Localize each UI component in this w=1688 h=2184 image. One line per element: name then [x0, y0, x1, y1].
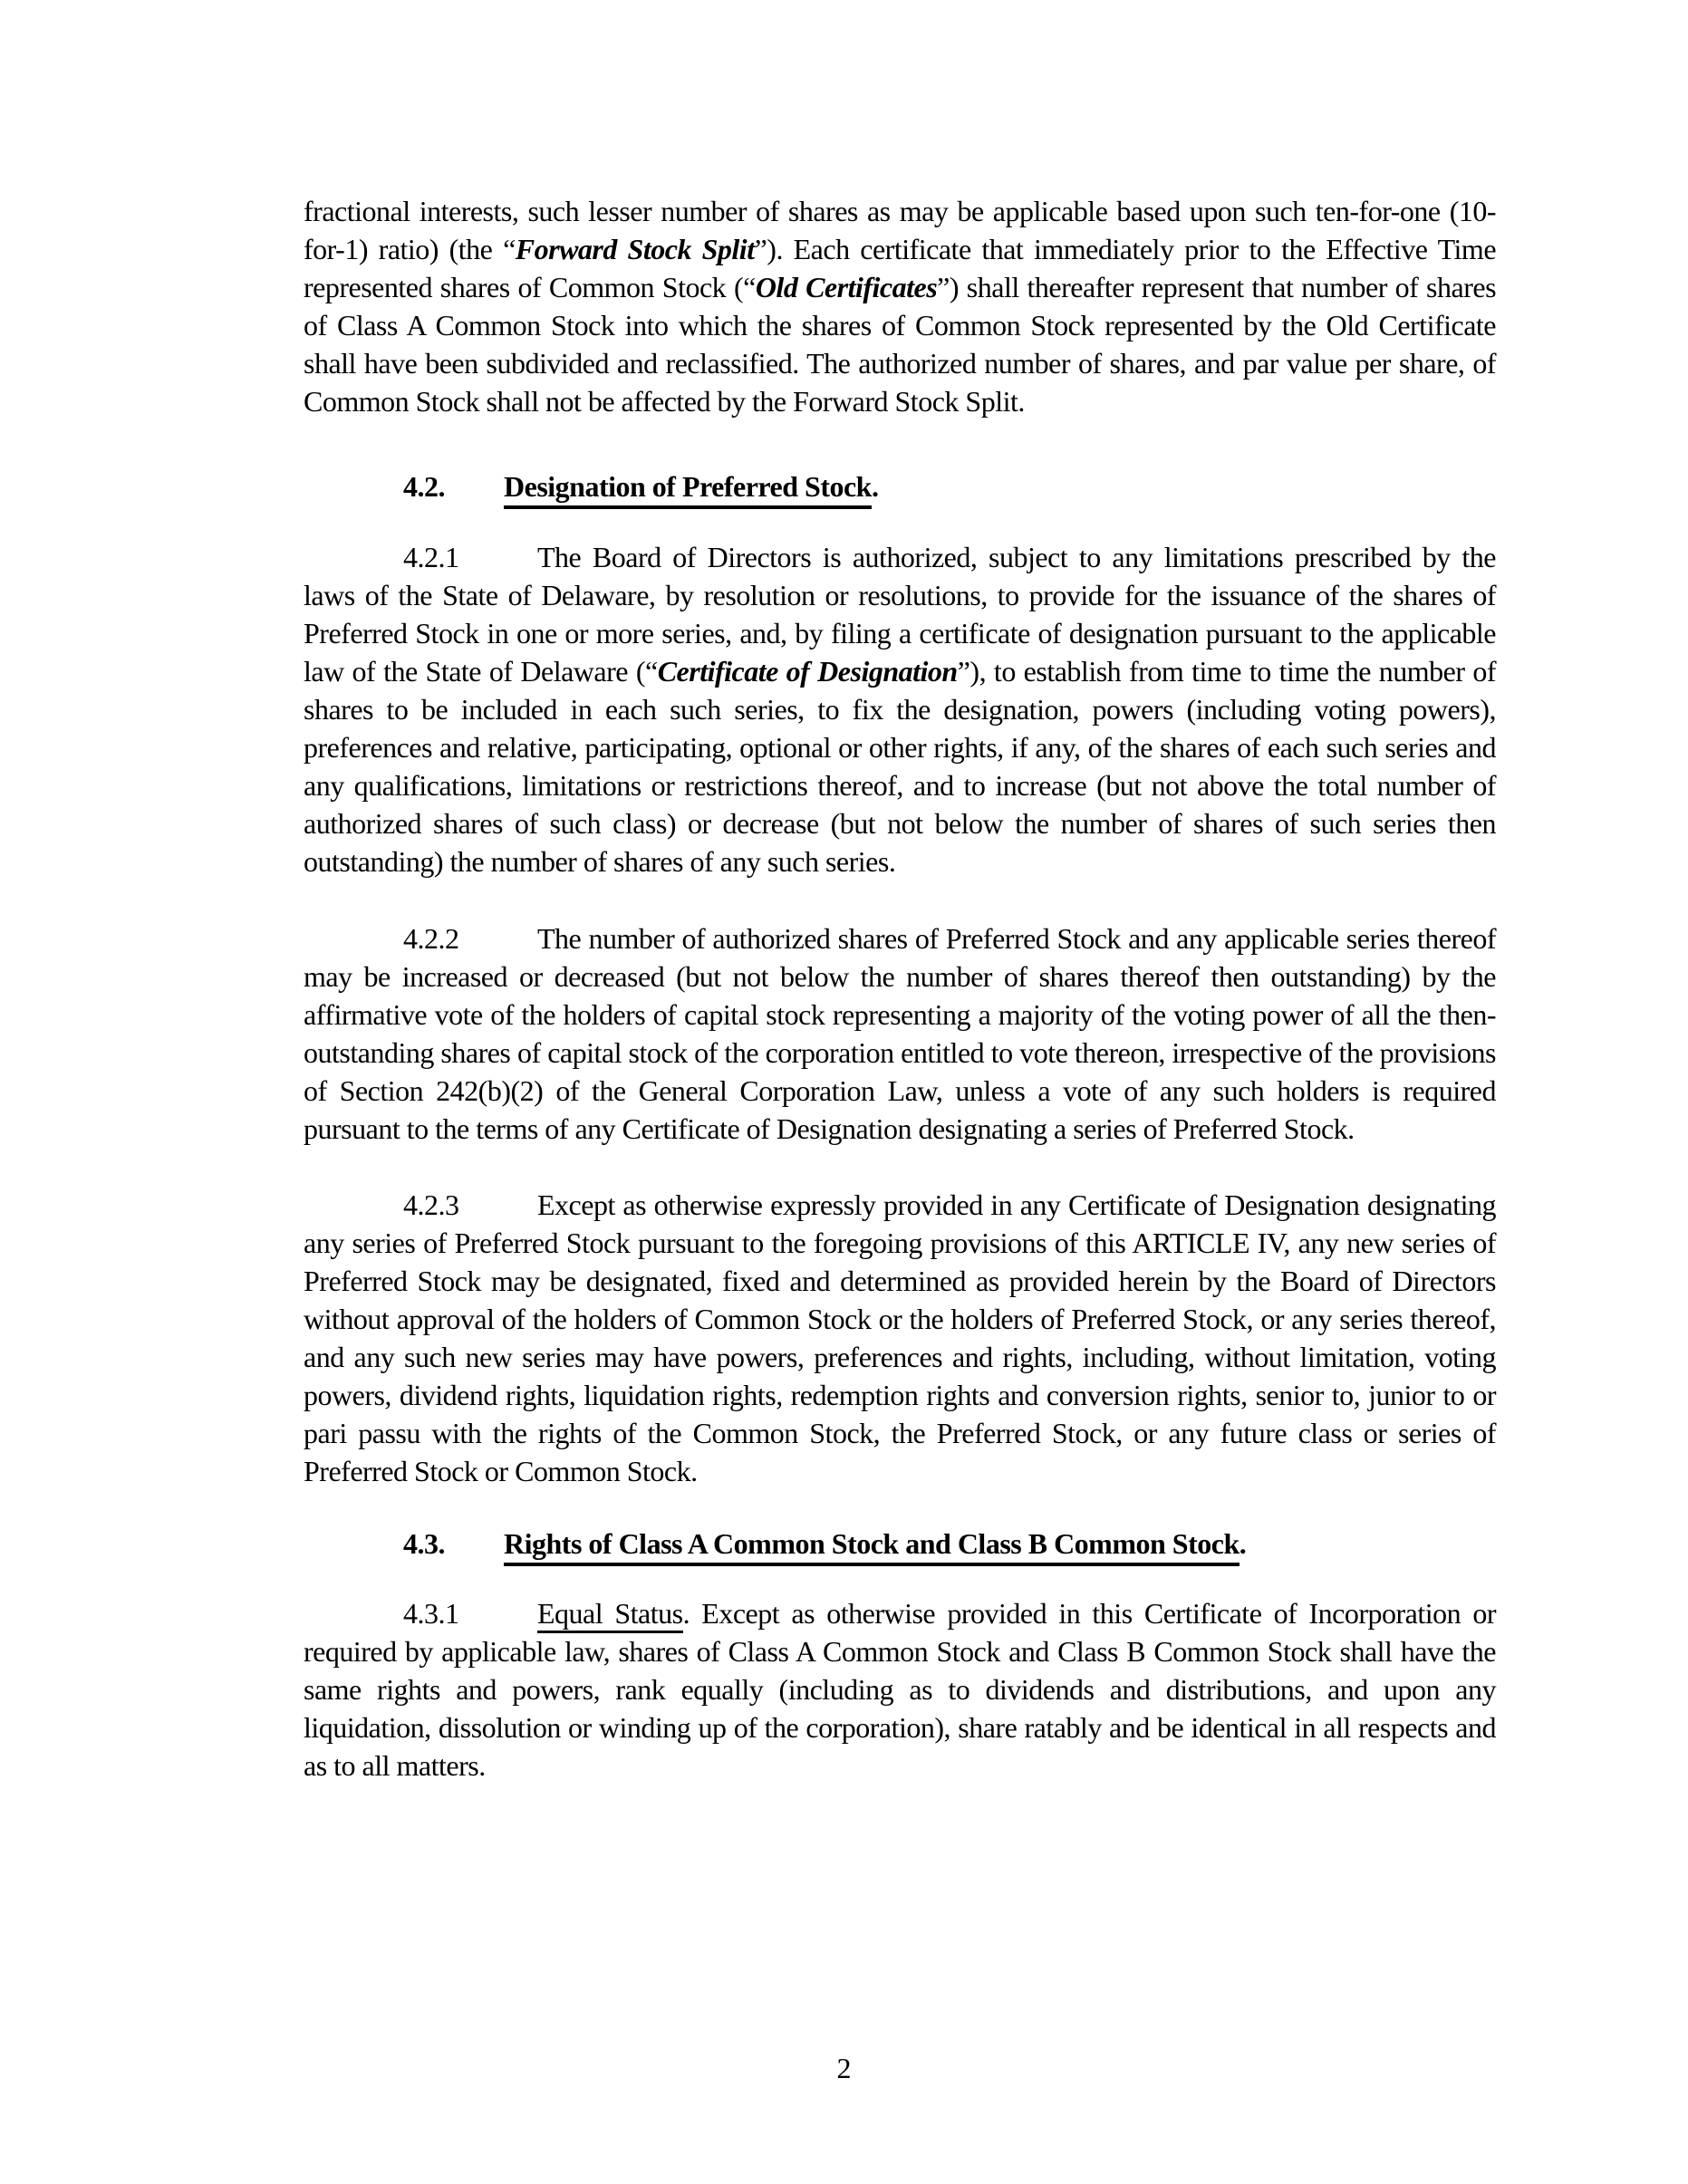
- page-number: 2: [836, 2052, 852, 2084]
- text-run: ”) shall thereafter represent that number of shares of Class A Common Stock into which the shares of Common Stock represented by the Old Certificate shall have been subdivided and reclassified. The authorized number of shares, and par value per share, of Common Stock shall not be affected by the Forward Stock Split.: [304, 271, 1497, 418]
- text-run: ”), to establish from time to time the number of shares to be included in each such series, to fix the designation, powers (including voting powers), preferences and relative, participating, optional or other rights, if any, of the shares of each such series and any qualifications, limitations or restrictions thereof, and to increase (but not above the total number of authorized shares of such class) or decrease (but not below the number of shares of such series then outstanding) the number of shares of any such series.: [304, 655, 1497, 878]
- paragraph-forward-stock-split: [304, 192, 1496, 420]
- paragraph-number: 4.2.2: [403, 922, 459, 955]
- paragraph-4-2-2: [304, 919, 1496, 1148]
- paragraph-4-2-1: [304, 538, 1496, 880]
- defined-term-old-certificates: Old Certificates: [755, 271, 938, 303]
- section-title-period: .: [871, 470, 879, 503]
- paragraph-number: 4.2.3: [403, 1188, 459, 1221]
- defined-term-certificate-of-designation: Certificate of Designation: [657, 655, 958, 688]
- paragraph-4-2-3: [304, 1186, 1496, 1490]
- defined-term-forward-stock-split: Forward Stock Split: [515, 233, 755, 265]
- section-title: Designation of Preferred Stock: [504, 470, 872, 509]
- section-title-period: .: [1239, 1527, 1247, 1560]
- section-heading-4-3: [304, 1525, 1496, 1563]
- section-heading-4-2: [304, 467, 1496, 505]
- section-title: Rights of Class A Common Stock and Class B Common Stock: [504, 1527, 1239, 1566]
- paragraph-number: 4.2.1: [403, 541, 459, 573]
- text-run: fractional interests, such lesser number of shares as may be applicable based upon such ten-for-one (10-for-1) ratio) (the “: [304, 195, 1496, 265]
- defined-term-equal-status: Equal Status: [537, 1597, 683, 1633]
- section-number: 4.3.: [403, 1527, 445, 1560]
- paragraph-4-3-1: [304, 1594, 1496, 1785]
- text-run: . Except as otherwise provided in this Certificate of Incorporation or required by applicable law, shares of Class A Common Stock and Class B Common Stock shall have the same rights and powers, rank equally (including as to dividends and distributions, and upon any liquidation, dissolution or winding up of the corporation), share ratably and be identical in all respects and as to all matters.: [304, 1597, 1497, 1782]
- text-run: Except as otherwise expressly provided in any Certificate of Designation designating any series of Preferred Stock pursuant to the foregoing provisions of this ARTICLE IV, any new series of Preferred Stock may be designated, fixed and determined as provided herein by the Board of Directors without approval of the holders of Common Stock or the holders of Preferred Stock, or any series thereof, and any such new series may have powers, preferences and rights, including, without limitation, voting powers, dividend rights, liquidation rights, redemption rights and conversion rights, senior to, junior to or pari passu with the rights of the Common Stock, the Preferred Stock, or any future class or series of Preferred Stock or Common Stock.: [304, 1188, 1496, 1487]
- paragraph-number: 4.3.1: [403, 1597, 459, 1630]
- text-run: The Board of Directors is authorized, subject to any limitations prescribed by the laws of the State of Delaware, by resolution or resolutions, to provide for the issuance of the shares of Preferred Stock in one or more series, and, by filing a certificate of designation pursuant to the applicable law of the State of Delaware (“: [304, 541, 1496, 688]
- document-text-block: [304, 192, 1496, 1785]
- text-run: ”). Each certificate that immediately prior to the Effective Time represented shares of Common Stock (“: [304, 233, 1497, 303]
- section-number: 4.2.: [403, 470, 445, 503]
- text-run: The number of authorized shares of Preferred Stock and any applicable series thereof may be increased or decreased (but not below the number of shares thereof then outstanding) by the affirmative vote of the holders of capital stock representing a majority of the voting power of all the then-outstanding shares of capital stock of the corporation entitled to vote thereon, irrespective of the provisions of Section 242(b)(2) of the General Corporation Law, unless a vote of any such holders is required pursuant to the terms of any Certificate of Designation designating a series of Preferred Stock.: [304, 922, 1496, 1145]
